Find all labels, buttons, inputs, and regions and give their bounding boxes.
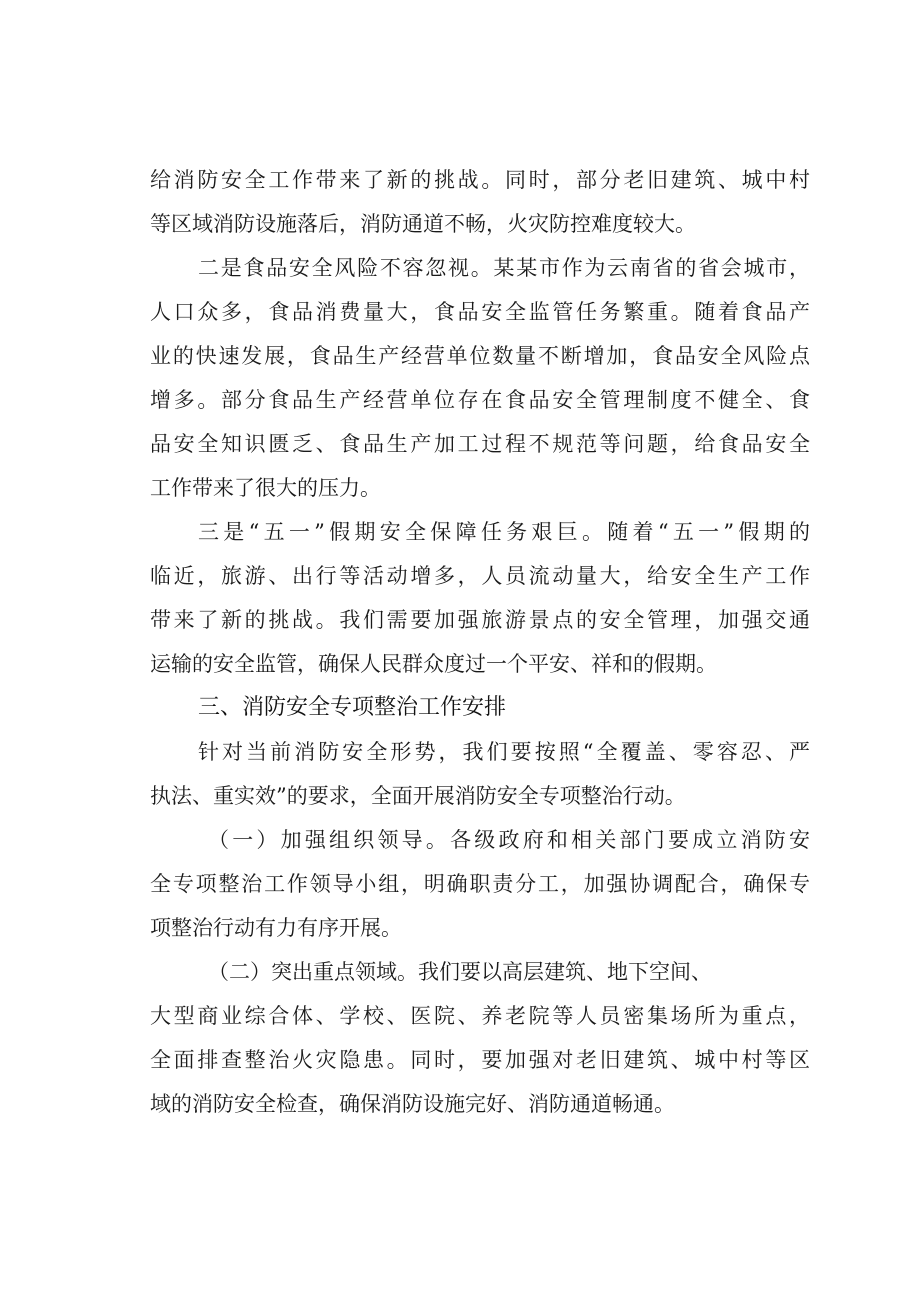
paragraph-first-line: 针对当前消防安全形势，我们要按照“全覆盖、零容忍、严 bbox=[198, 740, 810, 764]
text-line: 全面排查整治火灾隐患。同时，要加强对老旧建筑、城中村等区 bbox=[150, 1048, 810, 1072]
paragraph-first-line: 二是食品安全风险不容忽视。某某市作为云南省的省会城市， bbox=[198, 256, 810, 280]
text-line: 增多。部分食品生产经营单位存在食品安全管理制度不健全、食 bbox=[150, 388, 810, 412]
text-line: 带来了新的挑战。我们需要加强旅游景点的安全管理，加强交通 bbox=[150, 608, 810, 632]
text-line: 大型商业综合体、学校、医院、养老院等人员密集场所为重点， bbox=[150, 1004, 810, 1028]
paragraph-first-line: （二）突出重点领域。我们要以高层建筑、地下空间、 bbox=[208, 960, 712, 984]
paragraph-first-line: （一）加强组织领导。各级政府和相关部门要成立消防安 bbox=[208, 828, 810, 852]
text-line: 给消防安全工作带来了新的挑战。同时，部分老旧建筑、城中村 bbox=[150, 168, 810, 192]
text-line: 运输的安全监管，确保人民群众度过一个平安、祥和的假期。 bbox=[150, 652, 717, 676]
text-line: 执法、重实效”的要求，全面开展消防安全专项整治行动。 bbox=[150, 784, 686, 808]
text-line: 临近，旅游、出行等活动增多，人员流动量大，给安全生产工作 bbox=[150, 564, 810, 588]
text-line: 等区域消防设施落后，消防通道不畅，火灾防控难度较大。 bbox=[150, 212, 696, 236]
text-line: 工作带来了很大的压力。 bbox=[150, 476, 381, 500]
text-line: 域的消防安全检查，确保消防设施完好、消防通道畅通。 bbox=[150, 1092, 675, 1116]
text-line: 品安全知识匮乏、食品生产加工过程不规范等问题，给食品安全 bbox=[150, 432, 810, 456]
text-line: 人口众多，食品消费量大，食品安全监管任务繁重。随着食品产 bbox=[150, 300, 810, 324]
section-heading: 三、消防安全专项整治工作安排 bbox=[198, 695, 507, 720]
text-line: 业的快速发展，食品生产经营单位数量不断增加，食品安全风险点 bbox=[150, 344, 810, 368]
text-line: 全专项整治工作领导小组，明确职责分工，加强协调配合，确保专 bbox=[150, 872, 810, 896]
paragraph-first-line: 三是“五一”假期安全保障任务艰巨。随着“五一”假期的 bbox=[198, 520, 810, 544]
text-line: 项整治行动有力有序开展。 bbox=[150, 916, 402, 940]
